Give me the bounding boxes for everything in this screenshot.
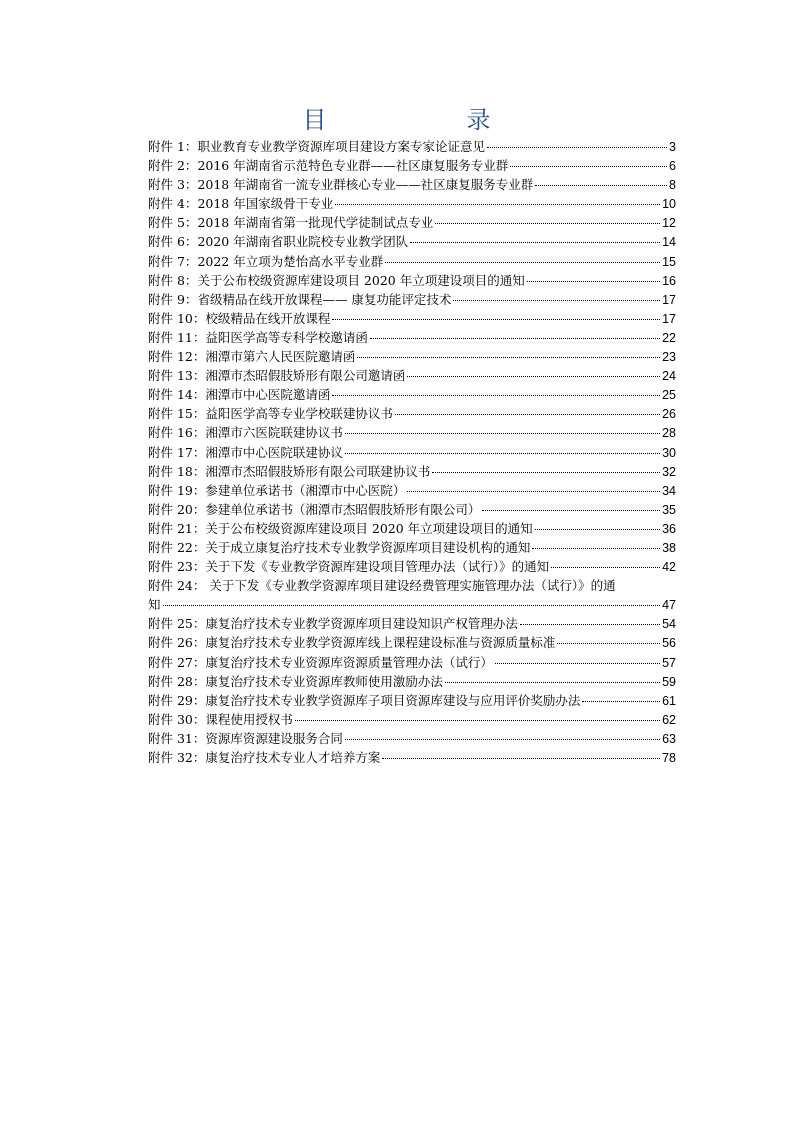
- toc-entry[interactable]: [148, 156, 676, 175]
- toc-leader-dots: [582, 701, 660, 702]
- toc-entry-label: 附件 19：: [148, 482, 206, 498]
- toc-entry-label: 附件 4：: [148, 196, 198, 212]
- toc-entry[interactable]: [148, 672, 676, 691]
- toc-leader-dots: [445, 682, 660, 683]
- toc-page-number: 22: [662, 330, 676, 345]
- toc-page-number: 57: [662, 655, 676, 670]
- toc-leader-dots: [487, 147, 667, 148]
- toc-page-number: 17: [662, 311, 676, 326]
- toc-page-number: 34: [662, 483, 676, 498]
- toc-page-number: 47: [662, 598, 676, 613]
- toc-entry-label: 附件 20：: [148, 501, 206, 517]
- toc-entry[interactable]: [148, 213, 676, 232]
- toc-entry[interactable]: [148, 538, 676, 557]
- toc-entry-text: 康复治疗技术专业资源库教师使用激励办法: [205, 673, 443, 689]
- toc-leader-dots: [532, 548, 660, 549]
- toc-entry[interactable]: [148, 729, 676, 748]
- toc-leader-dots: [495, 663, 660, 664]
- toc-entry-label: 附件 29：: [148, 692, 206, 708]
- toc-leader-dots: [357, 357, 660, 358]
- toc-leader-dots: [453, 300, 660, 301]
- toc-entry-text: 参建单位承诺书（湘潭市中心医院）: [205, 482, 406, 498]
- toc-entry-text: 关于公布校级资源库建设项目 2020 年立项建设项目的通知: [205, 520, 533, 536]
- toc-page-number: 25: [662, 388, 676, 403]
- toc-entry[interactable]: [148, 614, 676, 633]
- toc-entry-label: 附件 12：: [148, 349, 206, 365]
- toc-entry[interactable]: [148, 347, 676, 366]
- toc-page-number: 23: [662, 350, 676, 365]
- toc-page-number: 56: [662, 636, 676, 651]
- toc-entry[interactable]: [148, 232, 676, 251]
- toc-entry[interactable]: [148, 194, 676, 213]
- toc-entry[interactable]: [148, 309, 676, 328]
- toc-entry[interactable]: [148, 175, 676, 194]
- toc-entry-label: 附件 14：: [148, 387, 206, 403]
- toc-entry[interactable]: [148, 385, 676, 404]
- toc-entry-text: 关于成立康复治疗技术专业教学资源库项目建设机构的通知: [205, 539, 531, 555]
- toc-entry[interactable]: [148, 653, 676, 672]
- toc-entry-text: 湘潭市第六人民医院邀请函: [205, 349, 356, 365]
- toc-page-number: 38: [662, 540, 676, 555]
- toc-entry-label: 附件 30：: [148, 711, 206, 727]
- toc-entry-text: 湘潭市六医院联建协议书: [205, 425, 343, 441]
- toc-page-number: 8: [669, 178, 676, 193]
- toc-page-number: 61: [662, 693, 676, 708]
- toc-entry[interactable]: [148, 328, 676, 347]
- toc-leader-dots: [345, 453, 660, 454]
- toc-entry[interactable]: [148, 710, 676, 729]
- toc-leader-dots: [535, 529, 660, 530]
- toc-leader-dots: [535, 185, 667, 186]
- toc-entry-text: 关于下发《专业教学资源库项目建设经费管理实施管理办法（试行）》的通: [205, 578, 616, 594]
- toc-leader-dots: [382, 758, 660, 759]
- toc-leader-dots: [407, 376, 660, 377]
- toc-leader-dots: [407, 491, 660, 492]
- toc-entry-label: 附件 15：: [148, 406, 206, 422]
- toc-page-number: 62: [662, 712, 676, 727]
- toc-page-number: 63: [662, 731, 676, 746]
- toc-entry-line: [148, 595, 676, 614]
- toc-entry-label: 附件 16：: [148, 425, 206, 441]
- toc-leader-dots: [345, 433, 660, 434]
- toc-entry-text: 康复治疗技术专业资源库资源质量管理办法（试行）: [205, 654, 493, 670]
- toc-page-number: 10: [662, 197, 676, 212]
- toc-leader-dots: [410, 242, 660, 243]
- toc-entry-label: 附件 8：: [148, 272, 198, 288]
- toc-entry[interactable]: [148, 423, 676, 442]
- toc-page-number: 42: [662, 560, 676, 575]
- toc-entry[interactable]: [148, 404, 676, 423]
- toc-leader-dots: [335, 204, 660, 205]
- toc-page-number: 32: [662, 464, 676, 479]
- toc-page-number: 35: [662, 502, 676, 517]
- toc-leader-dots: [332, 319, 660, 320]
- toc-entry-label: 附件 22：: [148, 539, 206, 555]
- toc-page-number: 17: [662, 292, 676, 307]
- toc-entry-label: 附件 27：: [148, 654, 206, 670]
- toc-entry-text: 课程使用授权书: [205, 711, 293, 727]
- toc-page-number: 78: [662, 751, 676, 765]
- toc-entry-label: 附件 2：: [148, 158, 198, 174]
- toc-list: [148, 137, 676, 767]
- toc-entry-label: 附件 10：: [148, 310, 206, 326]
- toc-entry[interactable]: [148, 557, 676, 576]
- toc-entry-text: 职业教育专业教学资源库项目建设方案专家论证意见: [197, 139, 485, 154]
- toc-entry-text: 湘潭市杰昭假肢矫形有限公司邀请函: [205, 368, 406, 384]
- toc-entry-text: 2022 年立项为楚怡高水平专业群: [197, 253, 384, 269]
- toc-entry[interactable]: [148, 271, 676, 290]
- toc-title: 目 录: [302, 106, 549, 134]
- toc-entry-text: 康复治疗技术专业人才培养方案: [205, 750, 381, 765]
- toc-page-number: 28: [662, 426, 676, 441]
- toc-entry-label: 附件 3：: [148, 177, 198, 193]
- toc-entry[interactable]: [148, 290, 676, 309]
- toc-entry-text-continued: 知: [148, 597, 161, 613]
- toc-leader-dots: [520, 624, 660, 625]
- toc-entry[interactable]: [148, 519, 676, 538]
- toc-entry-text: 2016 年湖南省示范特色专业群——社区康复服务专业群: [197, 158, 509, 174]
- toc-page-number: 16: [662, 273, 676, 288]
- toc-leader-dots: [432, 472, 660, 473]
- toc-leader-dots: [332, 395, 660, 396]
- toc-entry-text: 益阳医学高等专科学校邀请函: [205, 329, 368, 345]
- toc-leader-dots: [551, 567, 660, 568]
- toc-entry[interactable]: [148, 252, 676, 271]
- toc-entry-label: 附件 7：: [148, 253, 198, 269]
- toc-entry-text: 2018 年湖南省第一批现代学徒制试点专业: [197, 215, 434, 231]
- toc-entry-text: 参建单位承诺书（湘潭市杰昭假肢矫形有限公司）: [205, 501, 481, 517]
- toc-entry[interactable]: [148, 443, 676, 462]
- toc-page-number: 14: [662, 235, 676, 250]
- toc-entry[interactable]: [148, 691, 676, 710]
- toc-entry-text: 关于下发《专业教学资源库建设项目管理办法（试行）》的通知: [205, 559, 550, 575]
- toc-leader-dots: [163, 605, 661, 606]
- toc-entry-text: 益阳医学高等专业学校联建协议书: [205, 406, 393, 422]
- toc-entry-line: [148, 576, 676, 595]
- toc-entry[interactable]: [148, 462, 676, 481]
- toc-entry[interactable]: [148, 366, 676, 385]
- toc-leader-dots: [295, 720, 660, 721]
- toc-leader-dots: [527, 281, 660, 282]
- toc-entry-text: 校级精品在线开放课程: [205, 310, 331, 326]
- toc-entry-label: 附件 31：: [148, 730, 206, 746]
- toc-entry-text: 省级精品在线开放课程—— 康复功能评定技术: [197, 291, 452, 307]
- toc-entry-label: 附件 23：: [148, 559, 206, 575]
- toc-page-number: 54: [662, 617, 676, 632]
- toc-entry[interactable]: [148, 748, 676, 767]
- toc-entry-label: 附件 26：: [148, 635, 206, 651]
- toc-leader-dots: [385, 262, 660, 263]
- toc-entry-label: 附件 18：: [148, 463, 206, 479]
- toc-entry-text: 康复治疗技术专业教学资源库线上课程建设标准与资源质量标准: [205, 635, 556, 651]
- toc-entry[interactable]: [148, 481, 676, 500]
- toc-entry-text: 关于公布校级资源库建设项目 2020 年立项建设项目的通知: [197, 272, 525, 288]
- toc-entry-label: 附件 1：: [148, 139, 198, 154]
- toc-page-number: 26: [662, 407, 676, 422]
- toc-entry-label: 附件 11：: [148, 329, 206, 345]
- toc-entry[interactable]: [148, 576, 676, 614]
- toc-entry-label: 附件 6：: [148, 234, 198, 250]
- toc-entry[interactable]: [148, 500, 676, 519]
- toc-entry-label: 附件 25：: [148, 616, 206, 632]
- toc-entry-text: 湘潭市中心医院邀请函: [205, 387, 331, 403]
- toc-entry-text: 湘潭市中心医院联建协议: [205, 444, 343, 460]
- toc-page-number: 12: [662, 216, 676, 231]
- toc-page-number: 36: [662, 521, 676, 536]
- toc-entry-label: 附件 17：: [148, 444, 206, 460]
- toc-entry-label: 附件 5：: [148, 215, 198, 231]
- toc-leader-dots: [345, 739, 660, 740]
- toc-entry[interactable]: [148, 137, 676, 156]
- toc-leader-dots: [370, 338, 660, 339]
- toc-entry-label: 附件 13：: [148, 368, 206, 384]
- toc-entry-label: 附件 28：: [148, 673, 206, 689]
- toc-page-number: 24: [662, 369, 676, 384]
- toc-leader-dots: [482, 510, 660, 511]
- toc-entry-label: 附件 21：: [148, 520, 206, 536]
- toc-entry-text: 湘潭市杰昭假肢矫形有限公司联建协议书: [205, 463, 431, 479]
- toc-page-number: 30: [662, 445, 676, 460]
- toc-page-number: 3: [669, 140, 676, 154]
- toc-entry-text: 资源库资源建设服务合同: [205, 730, 343, 746]
- toc-page-number: 59: [662, 674, 676, 689]
- toc-entry-text: 2018 年湖南省一流专业群核心专业——社区康复服务专业群: [197, 177, 534, 193]
- toc-entry-text: 2018 年国家级骨干专业: [197, 196, 334, 212]
- toc-page-number: 15: [662, 254, 676, 269]
- toc-leader-dots: [557, 643, 660, 644]
- toc-entry-text: 康复治疗技术专业教学资源库子项目资源库建设与应用评价奖励办法: [205, 692, 581, 708]
- toc-entry-text: 康复治疗技术专业教学资源库项目建设知识产权管理办法: [205, 616, 518, 632]
- toc-leader-dots: [395, 414, 660, 415]
- toc-leader-dots: [435, 223, 660, 224]
- toc-entry-text: 2020 年湖南省职业院校专业教学团队: [197, 234, 409, 250]
- toc-entry-label: 附件 9：: [148, 291, 198, 307]
- toc-entry[interactable]: [148, 633, 676, 652]
- toc-leader-dots: [510, 166, 667, 167]
- toc-entry-label: 附件 32：: [148, 750, 206, 765]
- toc-entry-label: 附件 24：: [148, 578, 206, 594]
- toc-page-number: 6: [669, 159, 676, 174]
